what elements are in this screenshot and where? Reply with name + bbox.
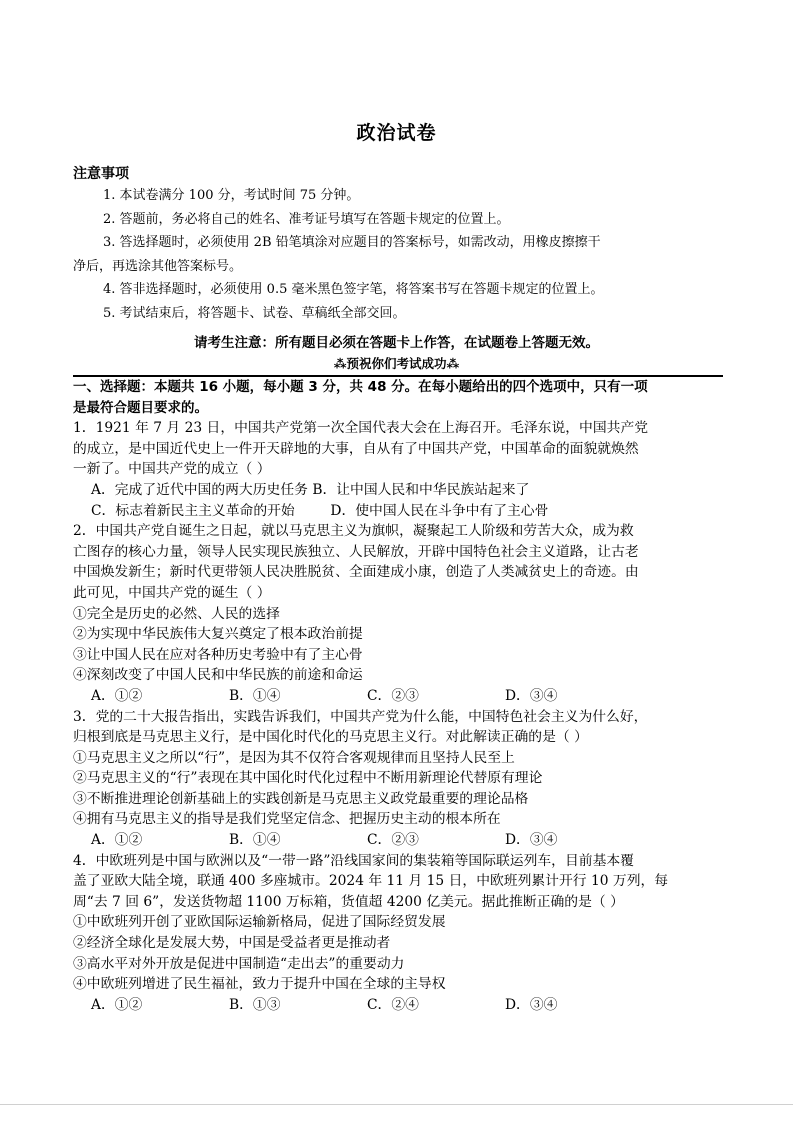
option-d: D．③④: [505, 996, 558, 1013]
question-stem-line: 的成立，是中国近代史上一件开天辟地的大事，自从有了中国共产党，中国革命的面貌就焕然: [73, 440, 639, 457]
option-row: [73, 501, 723, 522]
question-stem-line: 归根到底是马克思主义行，是中国化时代化的马克思主义行。对此解读正确的是（ ）: [73, 729, 588, 746]
page-title: 政治试卷: [356, 122, 437, 144]
good-luck-line: ⁂预祝你们考试成功⁂: [333, 356, 460, 371]
question-stem-line: 一新了。中国共产党的成立（ ）: [73, 461, 271, 478]
page-bottom-edge: [0, 1104, 793, 1105]
question-stem-line: 中国焕发新生；新时代更带领人民决胜脱贫、全面建成小康，创造了人类减贫史上的奇迹。由: [73, 564, 639, 581]
option-c: C．②④: [367, 996, 419, 1013]
option-c: C．②③: [367, 832, 419, 849]
statement-item: ①完全是历史的必然、人民的选择: [73, 605, 280, 622]
question-stem-line: 2．中国共产党自诞生之日起，就以马克思主义为旗帜，凝聚起工人阶级和劳苦大众，成为救: [73, 523, 634, 540]
statement-item: ④深刻改变了中国人民和中华民族的前途和命运: [73, 667, 363, 684]
section-heading-continued: 是最符合题目要求的。: [73, 399, 208, 416]
statement-item: ②经济全球化是发展大势，中国是受益者更是推动者: [73, 935, 391, 952]
question-stem-line: 3．党的二十大报告指出，实践告诉我们，中国共产党为什么能，中国特色社会主义为什么好，: [73, 708, 648, 725]
notice-heading: 注意事项: [73, 166, 129, 182]
notice-list: [73, 184, 723, 325]
question-stem-line: 1．1921 年 7 月 23 日，中国共产党第一次全国代表大会在上海召开。毛泽东说，中国共产党: [73, 420, 649, 437]
option-b: B．①④: [229, 687, 281, 704]
option-a: A．①②: [91, 832, 143, 849]
question-stem-line: 此可见，中国共产党的诞生（ ）: [73, 584, 271, 601]
option-a: A．①②: [91, 687, 143, 704]
option-c: C．标志着新民主主义革命的开始: [91, 502, 295, 519]
answer-warning: 请考生注意：所有题目必须在答题卡上作答，在试题卷上答题无效。: [194, 335, 599, 351]
option-b: B．让中国人民和中华民族站起来了: [312, 481, 530, 498]
option-d: D．③④: [505, 687, 558, 704]
option-b: B．①④: [229, 832, 281, 849]
notice-item: 5. 考试结束后，将答题卡、试卷、草稿纸全部交回。: [103, 305, 406, 321]
option-row: [73, 830, 723, 851]
statement-item: ③不断推进理论创新基础上的实践创新是马克思主义政党最重要的理论品格: [73, 790, 529, 807]
option-b: B．①③: [229, 996, 281, 1013]
question-4: [73, 851, 723, 1016]
question-stem-line: 亡图存的核心力量，领导人民实现民族独立、人民解放，开辟中国特色社会主义道路，让古老: [73, 543, 639, 560]
option-row: [73, 995, 723, 1016]
question-stem-line: 盖了亚欧大陆全境，联通 400 多座城市。2024 年 11 月 15 日，中欧班列累计开行 10 万列，每: [73, 873, 669, 890]
statement-item: ②为实现中华民族伟大复兴奠定了根本政治前提: [73, 626, 363, 643]
notice-item: 2. 答题前，务必将自己的姓名、准考证号填写在答题卡规定的位置上。: [103, 211, 510, 227]
option-a: A．①②: [91, 996, 143, 1013]
option-d: D．使中国人民在斗争中有了主心骨: [330, 502, 549, 519]
notice-item: 1. 本试卷满分 100 分，考试时间 75 分钟。: [103, 188, 360, 203]
section-heading: 一、选择题：本题共 16 小题，每小题 3 分，共 48 分。在每小题给出的四个选项中，只有一项: [73, 379, 648, 395]
option-d: D．③④: [505, 832, 558, 849]
question-2: [73, 521, 723, 706]
option-row: [73, 480, 723, 501]
statement-item: ④拥有马克思主义的指导是我们党坚定信念、把握历史主动的根本所在: [73, 811, 501, 828]
questions-area: [73, 377, 723, 1015]
statement-item: ③高水平对外开放是促进中国制造“走出去”的重要动力: [73, 955, 405, 972]
question-stem-line: 周“去 7 回 6”，发送货物超 1100 万标箱，货值超 4200 亿美元。据此推断正确的是（ ）: [73, 893, 624, 910]
notice-item: 4. 答非选择题时，必须使用 0.5 毫米黑色签字笔，将答案书写在答题卡规定的位置上。: [103, 282, 604, 297]
notice-item: 3. 答选择题时，必须使用 2B 铅笔填涂对应题目的答案标号，如需改动，用橡皮擦擦干: [103, 235, 601, 250]
statement-item: ②马克思主义的“行”表现在其中国化时代化过程中不断用新理论代替原有理论: [73, 770, 543, 787]
statement-item: ①中欧班列开创了亚欧国际运输新格局，促进了国际经贸发展: [73, 914, 446, 931]
notice-item-continued: 净后，再选涂其他答案标号。: [73, 258, 243, 274]
statement-item: ③让中国人民在应对各种历史考验中有了主心骨: [73, 646, 363, 663]
option-a: A．完成了近代中国的两大历史任务: [91, 481, 308, 498]
question-1: [73, 418, 723, 521]
statement-item: ④中欧班列增进了民生福祉，致力于提升中国在全球的主导权: [73, 976, 446, 993]
statement-item: ①马克思主义之所以“行”，是因为其不仅符合客观规律而且坚持人民至上: [73, 749, 515, 766]
question-3: [73, 707, 723, 851]
option-c: C．②③: [367, 687, 419, 704]
question-stem-line: 4．中欧班列是中国与欧洲以及“一带一路”沿线国家间的集装箱等国际联运列车，目前基本覆: [73, 852, 634, 869]
option-row: [73, 686, 723, 707]
